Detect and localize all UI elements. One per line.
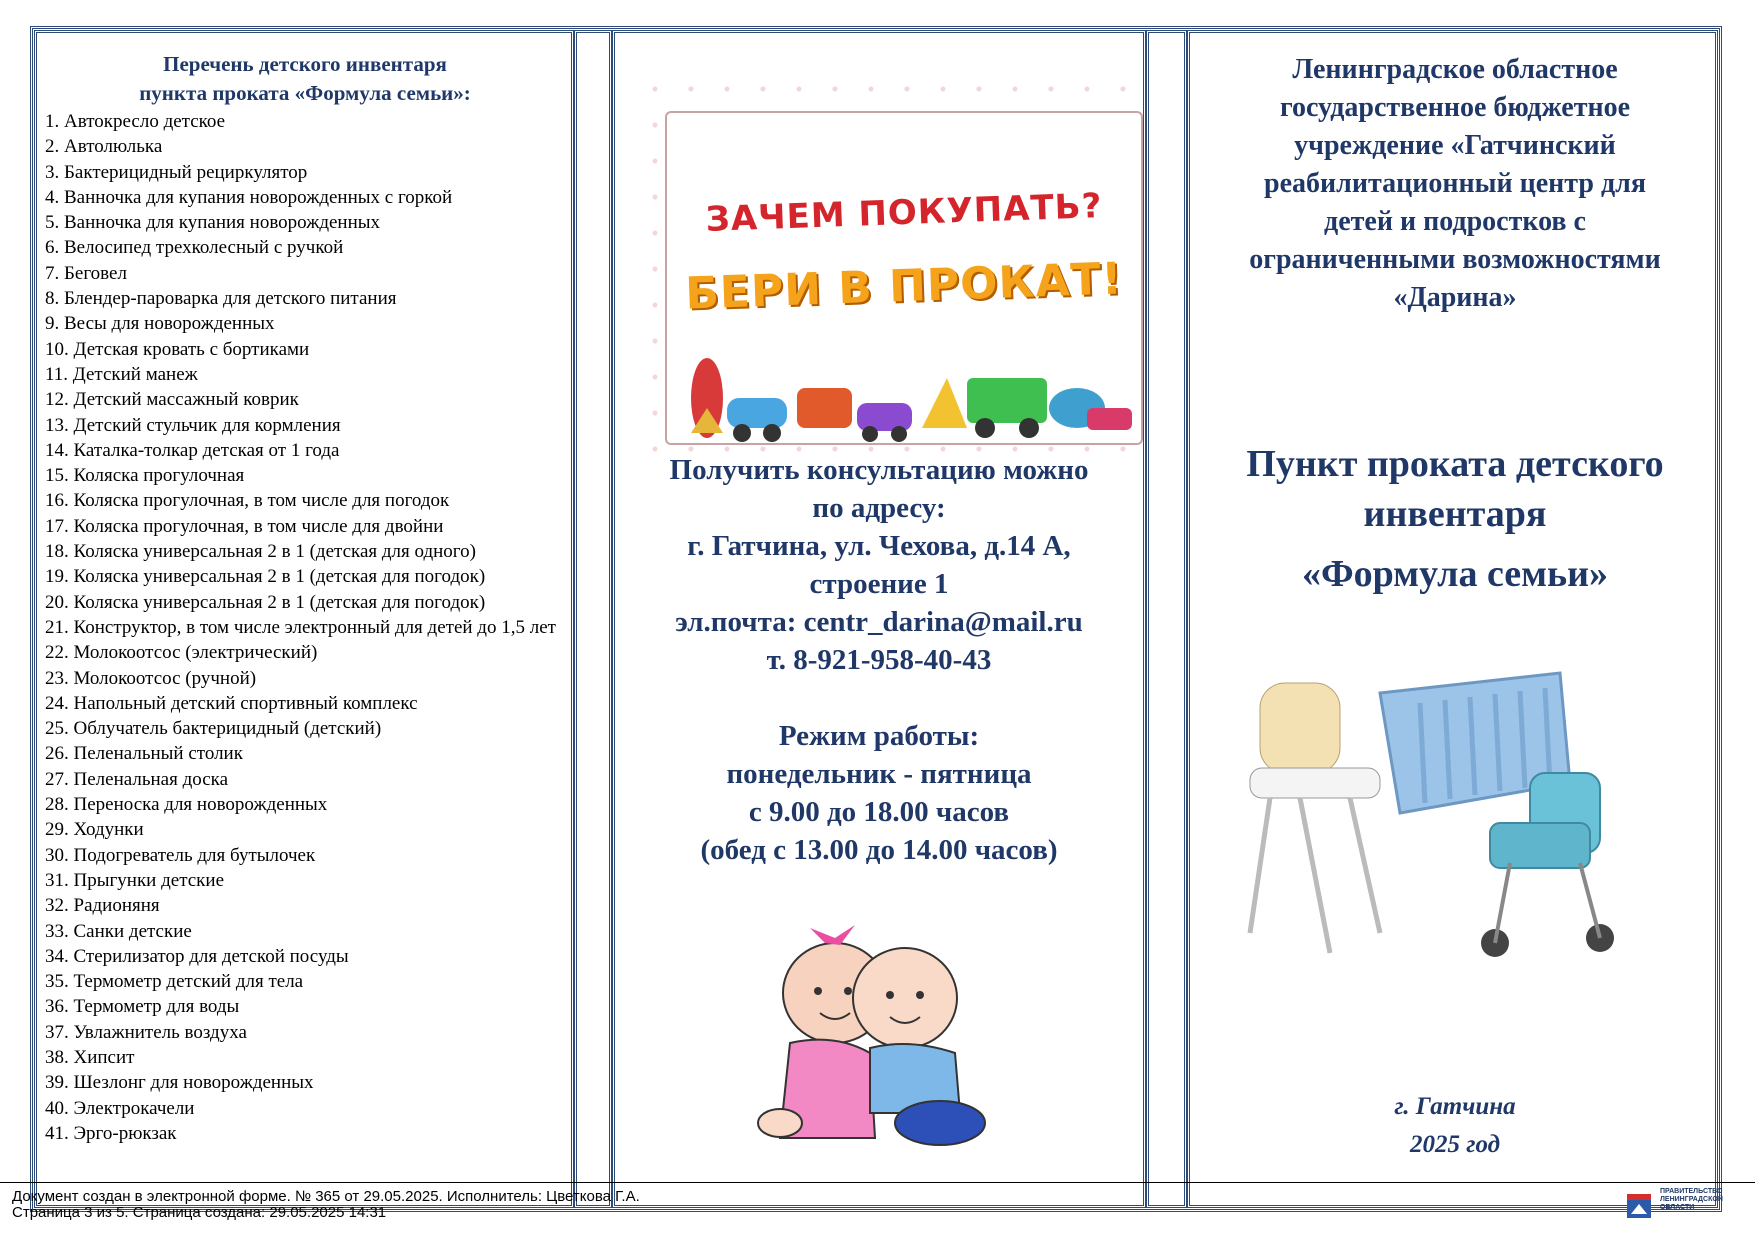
org-line: Ленинградское областное: [1292, 54, 1618, 85]
footer-divider: [0, 1182, 1755, 1183]
inventory-item: 22. Молокоотсос (электрический): [45, 642, 318, 664]
hours-time: с 9.00 до 18.00 часов: [748, 796, 1010, 828]
inventory-item: 19. Коляска универсальная 2 в 1 (детская для погодок): [45, 566, 486, 588]
inventory-item: 17. Коляска прогулочная, в том числе для двойни: [45, 515, 444, 537]
service-title-line1: Пункт проката детского: [1246, 443, 1664, 485]
org-line: «Дарина»: [1393, 282, 1517, 313]
service-title-line3: «Формула семьи»: [1301, 553, 1609, 595]
inventory-item: 37. Увлажнитель воздуха: [45, 1021, 247, 1043]
footer-page-info: Страница 3 из 5. Страница создана: 29.05.2025 14:31: [12, 1204, 387, 1221]
inventory-item: 31. Прыгунки детские: [45, 869, 224, 891]
babies-illustration: [740, 913, 1020, 1153]
logo-text-line: ОБЛАСТИ: [1660, 1204, 1695, 1211]
inventory-item: 15. Коляска прогулочная: [45, 465, 245, 487]
inventory-item: 39. Шезлонг для новорожденных: [45, 1072, 314, 1094]
footer-doc-info: Документ создан в электронной форме. № 365 от 29.05.2025. Исполнитель: Цветкова Г.А.: [12, 1188, 640, 1205]
logo-text-line: ЛЕНИНГРАДСКОЙ: [1660, 1196, 1723, 1203]
inventory-item: 40. Электрокачели: [45, 1097, 195, 1119]
org-line: государственное бюджетное: [1279, 92, 1631, 123]
city-text: г. Гатчина: [1394, 1093, 1516, 1120]
logo-text-line: ПРАВИТЕЛЬСТВО: [1660, 1188, 1723, 1195]
inventory-item: 11. Детский манеж: [45, 363, 198, 385]
inventory-item: 14. Каталка-толкар детская от 1 года: [45, 439, 340, 461]
inventory-item: 9. Весы для новорожденных: [45, 313, 275, 335]
inventory-title-line2: пункта проката «Формула семьи»:: [139, 81, 471, 105]
inventory-list: [45, 109, 565, 1146]
fold-strip-right: [1146, 30, 1187, 1208]
inventory-item: 30. Подогреватель для бутылочек: [45, 844, 316, 866]
hours-lunch: (обед с 13.00 до 14.00 часов): [700, 834, 1058, 866]
inventory-item: 13. Детский стульчик для кормления: [45, 414, 341, 436]
banner-headline: ЗАЧЕМ ПОКУПАТЬ?: [705, 186, 1103, 240]
inventory-item: 10. Детская кровать с бортиками: [45, 338, 310, 360]
consult-line2: по адресу:: [812, 492, 946, 524]
government-logo-icon: [1625, 1192, 1653, 1220]
inventory-panel: [34, 30, 574, 1208]
service-title-line2: инвентаря: [1363, 493, 1547, 535]
inventory-item: 2. Автолюлька: [45, 136, 163, 158]
cover-panel: [1187, 30, 1718, 1208]
address-line2: строение 1: [809, 568, 949, 600]
promo-banner-card: [665, 111, 1143, 445]
inventory-item: 29. Ходунки: [45, 819, 144, 841]
org-line: учреждение «Гатчинский: [1294, 130, 1616, 161]
org-line: ограниченными возможностями: [1249, 244, 1661, 275]
inventory-item: 12. Детский массажный коврик: [45, 389, 299, 411]
inventory-item: 33. Санки детские: [45, 920, 192, 942]
inventory-title-line1: Перечень детского инвентаря: [163, 52, 447, 76]
promo-banner: [637, 71, 1127, 456]
inventory-item: 16. Коляска прогулочная, в том числе для погодок: [45, 490, 450, 512]
fold-strip-left: [574, 30, 612, 1208]
year-text: 2025 год: [1409, 1131, 1501, 1158]
org-line: детей и подростков с: [1324, 206, 1586, 237]
government-logo-text: [1660, 1188, 1723, 1212]
inventory-item: 26. Пеленальный столик: [45, 743, 243, 765]
inventory-item: 24. Напольный детский спортивный комплекс: [45, 692, 418, 714]
org-line: реабилитационный центр для: [1264, 168, 1646, 199]
email-text: эл.почта: centr_darina@mail.ru: [675, 606, 1083, 638]
inventory-item: 41. Эрго-рюкзак: [45, 1122, 177, 1144]
inventory-item: 7. Беговел: [45, 262, 127, 284]
inventory-item: 4. Ванночка для купания новорожденных с горкой: [45, 186, 453, 208]
consult-line1: Получить консультацию можно: [669, 454, 1089, 486]
inventory-item: 21. Конструктор, в том числе электронный для детей до 1,5 лет: [45, 616, 556, 638]
organization-name: [1200, 51, 1710, 317]
hours-days: понедельник - пятница: [726, 758, 1032, 790]
inventory-item: 34. Стерилизатор для детской посуды: [45, 945, 349, 967]
inventory-item: 36. Термометр для воды: [45, 996, 240, 1018]
inventory-item: 5. Ванночка для купания новорожденных: [45, 212, 381, 234]
toys-illustration: [667, 338, 1137, 448]
address-line1: г. Гатчина, ул. Чехова, д.14 А,: [687, 530, 1071, 562]
inventory-item: 32. Радионяня: [45, 895, 160, 917]
inventory-item: 35. Термометр детский для тела: [45, 971, 304, 993]
inventory-item: 18. Коляска универсальная 2 в 1 (детская для одного): [45, 541, 476, 563]
inventory-item: 38. Хипсит: [45, 1046, 135, 1068]
inventory-item: 20. Коляска универсальная 2 в 1 (детская для погодок): [45, 591, 486, 613]
contact-panel: [612, 30, 1146, 1208]
inventory-item: 23. Молокоотсос (ручной): [45, 667, 257, 689]
inventory-item: 6. Велосипед трехколесный с ручкой: [45, 237, 344, 259]
inventory-item: 3. Бактерицидный рециркулятор: [45, 161, 308, 183]
equipment-illustration: [1230, 653, 1650, 983]
inventory-item: 8. Блендер-пароварка для детского питания: [45, 288, 397, 310]
phone-text: т. 8-921-958-40-43: [766, 644, 992, 676]
inventory-item: 25. Облучатель бактерицидный (детский): [45, 718, 382, 740]
inventory-item: 1. Автокресло детское: [45, 111, 226, 132]
inventory-item: 28. Переноска для новорожденных: [45, 794, 328, 816]
hours-title: Режим работы:: [778, 720, 980, 752]
inventory-item: 27. Пеленальная доска: [45, 768, 229, 790]
banner-subheadline: БЕРИ В ПРОКАТ!: [684, 253, 1124, 320]
